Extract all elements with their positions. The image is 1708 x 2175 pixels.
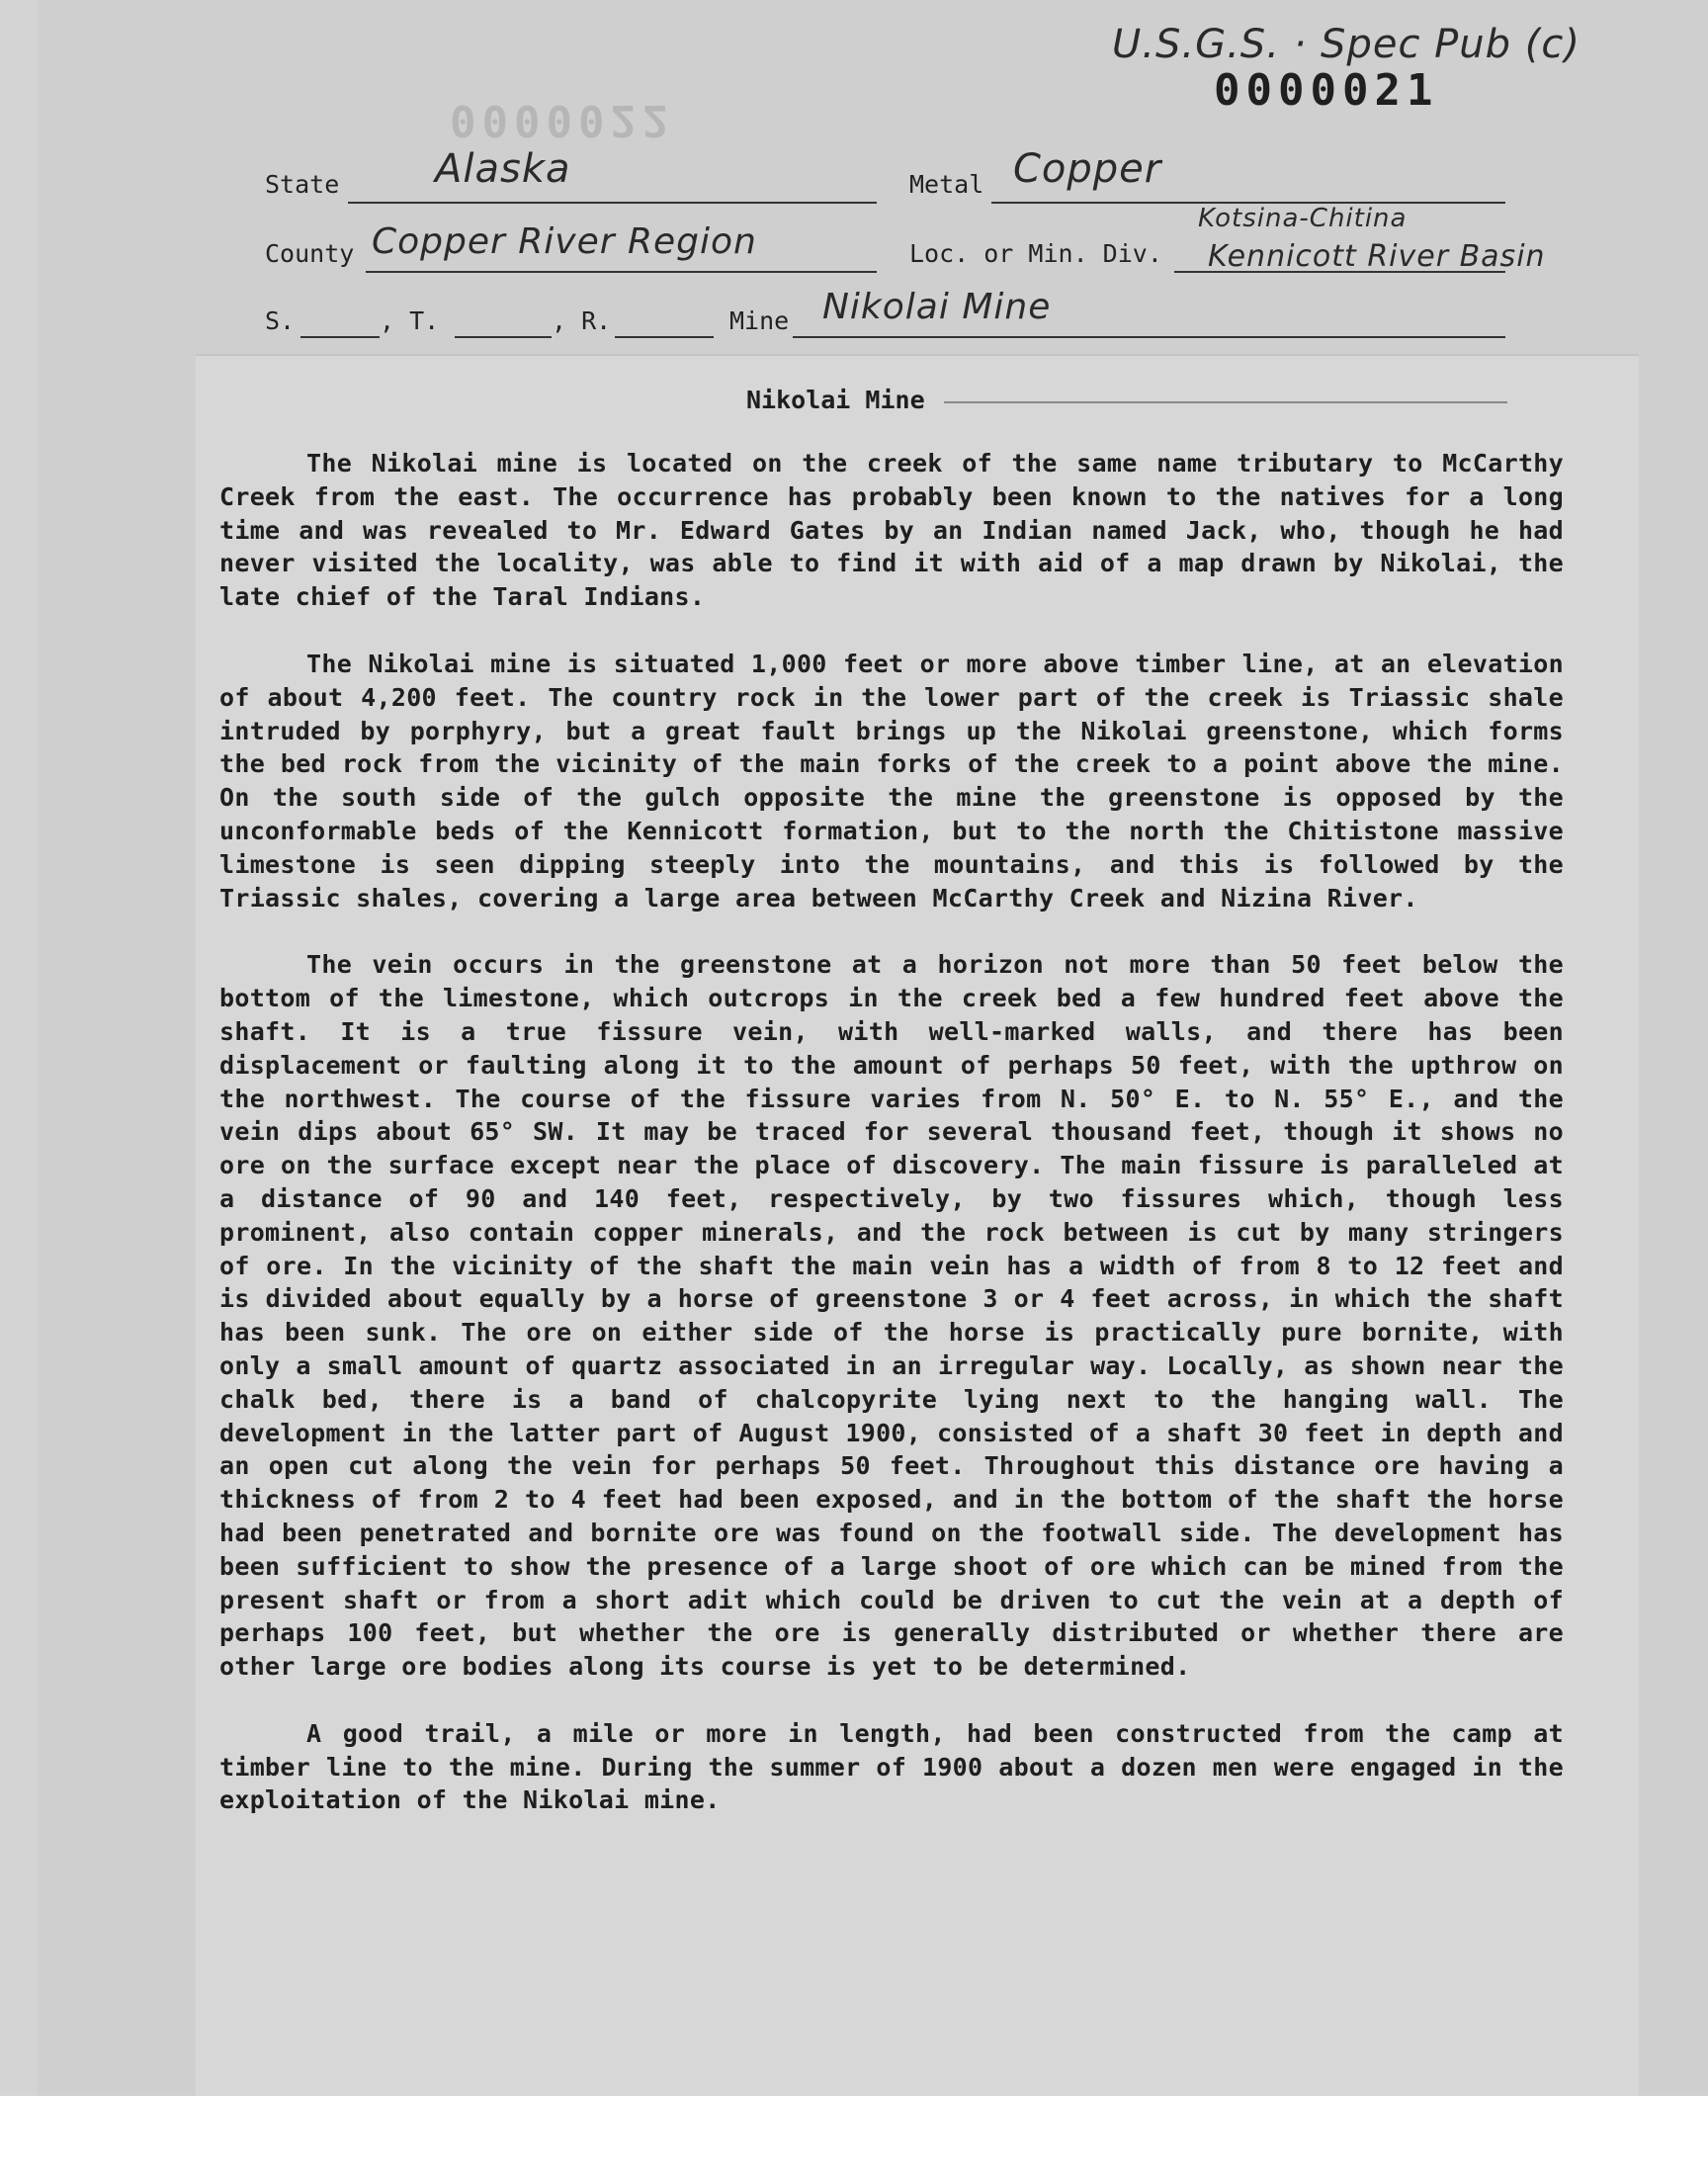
township-line	[455, 336, 552, 338]
state-line	[348, 202, 877, 204]
mine-line	[793, 336, 1505, 338]
county-value: Copper River Region	[372, 221, 757, 262]
state-value: Alaska	[435, 146, 571, 192]
paragraph-4: A good trail, a mile or more in length, had been constructed from the camp at timber line to the mine. During the summer of 1900 about a dozen men were engaged in the exploitation of the Nikolai mine.	[219, 1718, 1564, 1815]
document-title: Nikolai Mine	[746, 386, 925, 414]
division-label: Loc. or Min. Div.	[909, 239, 1162, 268]
document-body	[219, 447, 1564, 1851]
county-line	[366, 271, 877, 273]
bleed-through-serial: 0000022	[450, 95, 675, 145]
paragraph-3: The vein occurs in the greenstone at a horizon not more than 50 feet below the bottom of the limestone, which outcrops in the creek bed a few hundred feet above the shaft. It is a true fissure vein, with well-marked walls, and there has been displacement or faulting along it to the amount of perhaps 50 feet, with the upthrow on the northwest. The course of the fissure varies from N. 50° E. to N. 55° E., and the vein dips about 65° SW. It may be traced for several thousand feet, though it shows no ore on the surface except near the place of discovery. The main fissure is paralleled at a distance of 90 and 140 feet, respectively, by two fissures which, though less prominent, also contain copper minerals, and the rock between is cut by many stringers of ore. In the vicinity of the shaft the main vein has a width of from 8 to 12 feet and is divided about equally by a horse of greenstone 3 or 4 feet across, in which the shaft has been sunk. The ore on either side of the horse is practically pure bornite, with only a small amount of quartz associated in an irregular way. Locally, as shown near the chalk bed, there is a band of chalcopyrite lying next to the hanging wall. The development in the latter part of August 1900, consisted of a shaft 30 feet in depth and an open cut along the vein for perhaps 50 feet. Throughout this distance ore having a thickness of from 2 to 4 feet had been exposed, and in the bottom of the shaft the horse had been penetrated and bornite ore was found on the footwall side. The development has been sufficient to show the presence of a large shoot of ore which can be mined from the present shaft or from a short adit which could be driven to cut the vein at a depth of perhaps 100 feet, but whether the ore is generally distributed or whether there are other large ore bodies along its course is yet to be determined.	[219, 950, 1564, 1682]
paragraph-1: The Nikolai mine is located on the creek of the same name tributary to McCarthy Creek from the east. The occurrence has probably been known to the natives for a long time and was revealed to Mr. Edward Gates by an Indian named Jack, who, though he had never visited the locality, was able to find it with aid of a map drawn by Nikolai, the late chief of the Taral Indians.	[219, 449, 1564, 612]
county-label: County	[265, 239, 355, 268]
title-rule	[944, 401, 1507, 403]
reference-note: U.S.G.S. · Spec Pub (c)	[1112, 22, 1580, 67]
serial-number: 0000021	[1214, 65, 1439, 116]
paragraph-2: The Nikolai mine is situated 1,000 feet or more above timber line, at an elevation of about 4,200 feet. The country rock in the lower part of the creek is Triassic shale intruded by porphyry, but a great fault brings up the Nikolai greenstone, which forms the bed rock from the vicinity of the main forks of the creek to a point above the mine. On the south side of the gulch opposite the mine the greenstone is opposed by the unconformable beds of the Kennicott formation, but to the north the Chitistone massive limestone is seen dipping steeply into the mountains, and this is followed by the Triassic shales, covering a large area between McCarthy Creek and Nizina River.	[219, 649, 1564, 913]
metal-value: Copper	[1013, 146, 1162, 192]
division-value-upper: Kotsina-Chitina	[1198, 204, 1408, 233]
page-margin	[0, 2096, 1708, 2175]
mine-label: Mine	[729, 306, 790, 335]
section-label: S.	[265, 306, 296, 335]
division-value-lower: Kennicott River Basin	[1208, 239, 1546, 274]
range-label: , R.	[552, 306, 612, 335]
range-line	[615, 336, 714, 338]
record-form	[0, 0, 1708, 356]
mine-value: Nikolai Mine	[822, 287, 1052, 327]
metal-label: Metal	[909, 170, 984, 199]
state-label: State	[265, 170, 340, 199]
section-line	[300, 336, 380, 338]
township-label: , T.	[380, 306, 440, 335]
